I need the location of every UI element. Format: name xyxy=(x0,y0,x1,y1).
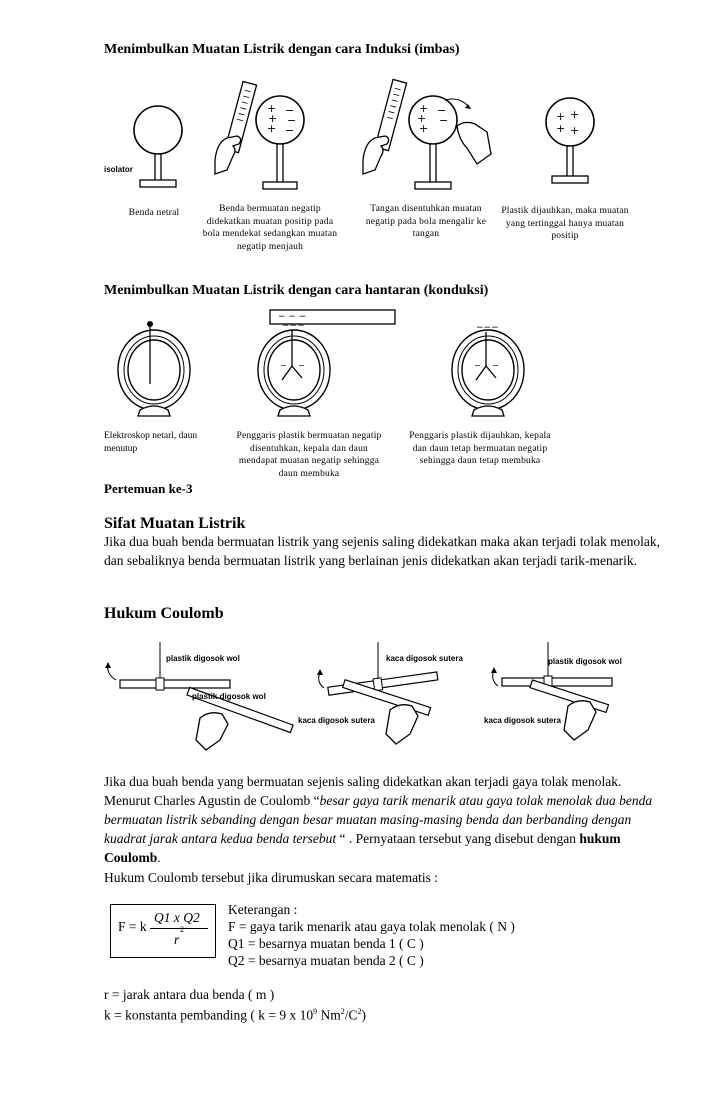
svg-text:+: + xyxy=(419,122,429,135)
induction-figure-touch xyxy=(345,78,495,200)
sifat-title: Sifat Muatan Listrik xyxy=(104,515,246,532)
k-mid: Nm xyxy=(317,1007,341,1023)
svg-text:−: − xyxy=(298,361,305,370)
svg-text:+: + xyxy=(419,102,429,115)
label-kaca-2: kaca digosok sutera xyxy=(298,716,375,725)
induction-figure-neutral xyxy=(100,100,200,200)
formula-numerator: Q1 x Q2 xyxy=(154,910,200,925)
keterangan-title: Keterangan : xyxy=(228,902,298,917)
r-definition: r = jarak antara dua benda ( m ) xyxy=(104,987,275,1002)
section-title-induksi: Menimbulkan Muatan Listrik dengan cara Induksi (imbas) xyxy=(104,42,460,57)
k-start: k = konstanta pembanding ( k = 9 x 10 xyxy=(104,1007,314,1023)
formula-fraction-line xyxy=(150,928,208,929)
label-plastik-1: plastik digosok wol xyxy=(166,654,240,663)
svg-text:+: + xyxy=(570,124,580,137)
svg-text:+: + xyxy=(570,108,580,121)
caption-induksi-4: Plastik dijauhkan, maka muatan yang tertinggal hanya muatan positip xyxy=(501,206,629,241)
svg-text:−: − xyxy=(285,104,295,117)
formula-exponent: 2 xyxy=(180,925,184,934)
coulomb-para-end: “ . Pernyataan tersebut yang disebut dengan xyxy=(336,831,580,846)
svg-text:+: + xyxy=(267,122,277,135)
caption-konduksi-2: Penggaris plastik bermuatan negatip disentuhkan, kepala dan daun mendapat muatan negatip sehingga daun membuka xyxy=(236,431,382,479)
svg-text:−: − xyxy=(492,361,499,370)
svg-text:−: − xyxy=(285,124,295,137)
svg-text:+: + xyxy=(556,110,566,123)
k-end: ) xyxy=(361,1007,366,1023)
svg-text:+: + xyxy=(268,112,278,125)
section-title-konduksi: Menimbulkan Muatan Listrik dengan cara hantaran (konduksi) xyxy=(104,283,489,298)
svg-text:−−−: −−− xyxy=(282,321,305,331)
svg-text:+: + xyxy=(556,122,566,135)
formula-denominator: r xyxy=(174,932,180,947)
k-exp-2b: 2 xyxy=(357,1007,362,1016)
coulomb-para-period: . xyxy=(157,850,161,865)
svg-text:−: − xyxy=(474,361,481,370)
coulomb-para-start: Jika dua buah benda yang bermuatan sejenis saling didekatkan akan terjadi gaya tolak menolak. Menurut Charles Agustin de Coulomb “ xyxy=(104,774,622,808)
caption-konduksi-3: Penggaris plastik dijauhkan, kepala dan daun tetap bermuatan negatip sehingga daun tetap membuka xyxy=(409,431,551,466)
coulomb-para-bold: hukum Coulomb xyxy=(104,831,621,865)
svg-text:−: − xyxy=(280,361,287,370)
svg-text:−−−: −−− xyxy=(476,323,499,333)
svg-text:+: + xyxy=(267,102,277,115)
keterangan-line-q1: Q1 = besarnya muatan benda 1 ( C ) xyxy=(228,936,424,951)
electroscope-charged xyxy=(444,318,534,418)
label-plastik-2: plastik digosok wol xyxy=(192,692,266,701)
label-kaca-1: kaca digosok sutera xyxy=(386,654,463,663)
coulomb-paragraph xyxy=(104,772,664,867)
svg-text:−: − xyxy=(437,104,447,117)
sifat-text: Jika dua buah benda bermuatan listrik yang sejenis saling didekatkan maka akan terjadi tolak menolak, dan sebaliknya benda bermuatan listrik yang berlainan jenis didekatkan akan terjadi tarik-menarik. xyxy=(104,534,660,568)
label-kaca-3: kaca digosok sutera xyxy=(484,716,561,725)
formula-lhs: F = k xyxy=(118,919,147,934)
label-plastik-3: plastik digosok wol xyxy=(548,657,622,666)
k-mid2: /C xyxy=(344,1007,358,1023)
caption-induksi-1: Benda netral xyxy=(128,208,180,218)
meeting-label: Pertemuan ke-3 xyxy=(104,481,193,496)
keterangan-line-q2: Q2 = besarnya muatan benda 2 ( C ) xyxy=(228,953,424,968)
k-definition xyxy=(104,1002,366,1025)
caption-konduksi-1: Elektroskop netarl, daun menutup xyxy=(104,431,198,454)
caption-induksi-2: Benda bermuatan negatip didekatkan muatan positip pada bola mendekat sedangkan muatan negatip menjauh xyxy=(202,204,338,252)
svg-text:−: − xyxy=(439,114,449,127)
electroscope-neutral xyxy=(110,318,200,418)
k-exp-2a: 2 xyxy=(340,1007,345,1016)
caption-induksi-3: Tangan disentuhkan muatan negatip pada bola mengalir ke tangan xyxy=(365,204,487,239)
coulomb-title: Hukum Coulomb xyxy=(104,605,224,622)
induction-figure-approach xyxy=(205,80,315,200)
formula-intro: Hukum Coulomb tersebut jika dirumuskan secara matematis : xyxy=(104,870,439,885)
coulomb-para-italic: besar gaya tarik menarik atau gaya tolak menolak dua benda bermuatan listrik sebanding dengan besar muatan masing-masing benda dan berbanding dengan kuadrat jarak antara kedua benda tersebut xyxy=(104,793,653,846)
svg-text:−: − xyxy=(287,114,297,127)
svg-text:+: + xyxy=(417,112,427,125)
electroscope-touched xyxy=(252,318,342,418)
isolator-label: isolator xyxy=(104,165,133,174)
k-exp-9: 9 xyxy=(313,1007,318,1016)
svg-text:− − −: − − − xyxy=(278,312,307,322)
keterangan-line-f: F = gaya tarik menarik atau gaya tolak menolak ( N ) xyxy=(228,919,515,934)
induction-figure-final xyxy=(530,92,610,202)
